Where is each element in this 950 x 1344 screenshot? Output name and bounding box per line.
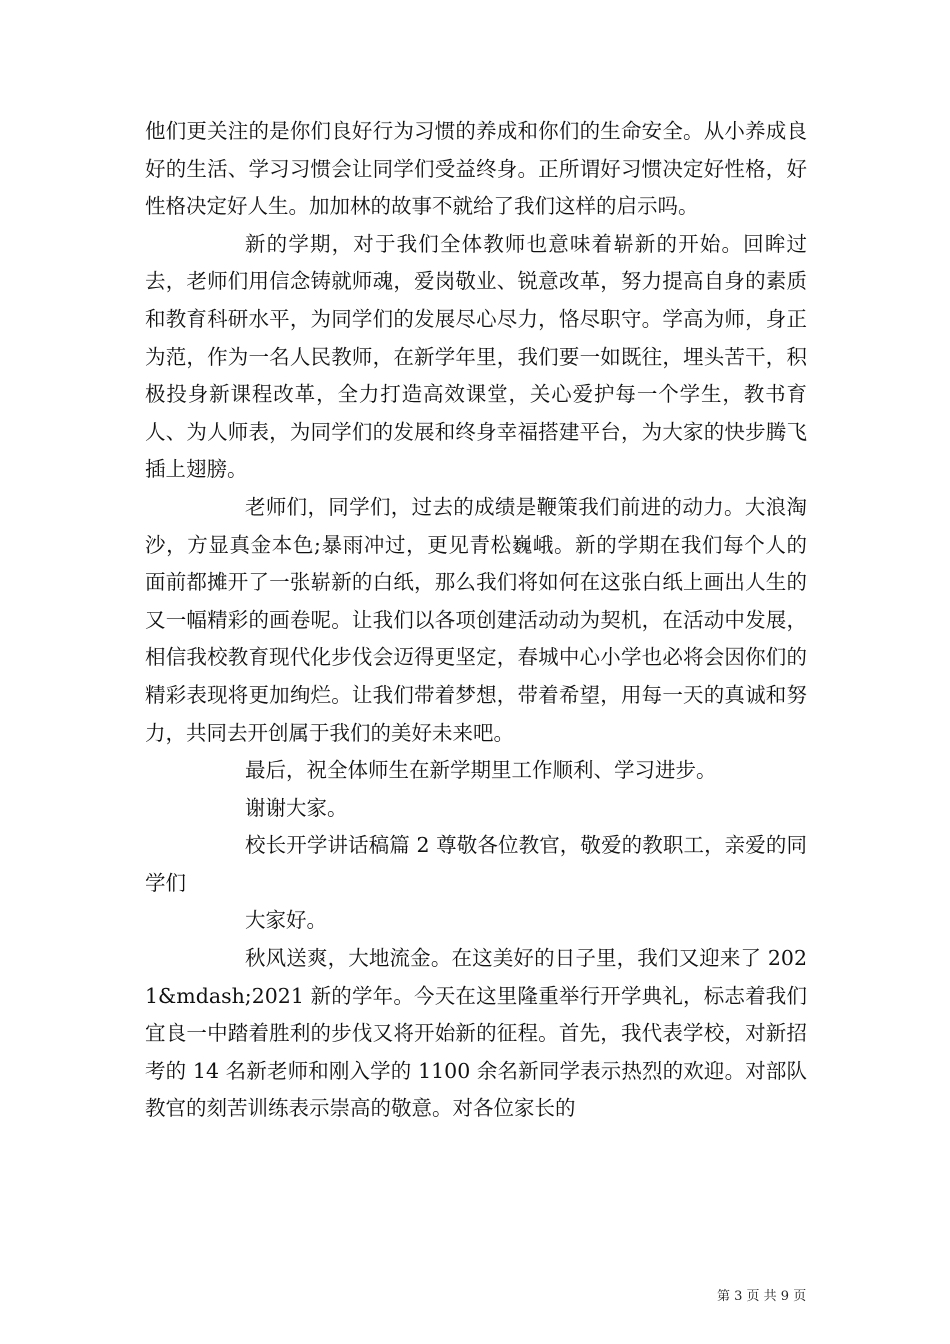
- document-body: [145, 113, 807, 1128]
- paragraph-6: 校长开学讲话稿篇 2 尊敬各位教官，敬爱的教职工，亲爱的同学们: [145, 833, 807, 895]
- paragraph-2: 新的学期，对于我们全体教师也意味着崭新的开始。回眸过去，老师们用信念铸就师魂，爱岗敬业、锐意改革，努力提高自身的素质和教育科研水平，为同学们的发展尽心尽力，恪尽职守。学高为师，身正为范，作为一名人民教师，在新学年里，我们要一如既往，埋头苦干，积极投身新课程改革，全力打造高效课堂，关心爱护每一个学生，教书育人、为人师表，为同学们的发展和终身幸福搭建平台，为大家的快步腾飞插上翅膀。: [145, 231, 807, 482]
- paragraph-8: 秋风送爽，大地流金。在这美好的日子里，我们又迎来了 2021&mdash;2021 新的学年。今天在这里隆重举行开学典礼，标志着我们宜良一中踏着胜利的步伐又将开始新的征程。首先，我代表学校，对新招考的 14 名新老师和刚入学的 1100 余名新同学表示热烈的欢迎。对部队教官的刻苦训练表示崇高的敬意。对各位家长的: [145, 946, 807, 1121]
- paragraph-3: 老师们，同学们，过去的成绩是鞭策我们前进的动力。大浪淘沙，方显真金本色;暴雨冲过，更见青松巍峨。新的学期在我们每个人的面前都摊开了一张崭新的白纸，那么我们将如何在这张白纸上画出人生的又一幅精彩的画卷呢。让我们以各项创建活动动为契机，在活动中发展，相信我校教育现代化步伐会迈得更坚定，春城中心小学也必将会因你们的精彩表现将更加绚烂。让我们带着梦想，带着希望，用每一天的真诚和努力，共同去开创属于我们的美好未来吧。: [145, 494, 807, 745]
- paragraph-1: 他们更关注的是你们良好行为习惯的养成和你们的生命安全。从小养成良好的生活、学习习惯会让同学们受益终身。正所谓好习惯决定好性格，好性格决定好人生。加加林的故事不就给了我们这样的启示吗。: [145, 119, 807, 219]
- paragraph-5: 谢谢大家。: [245, 795, 348, 820]
- page-footer: 第 3 页 共 9 页: [717, 1289, 807, 1304]
- paragraph-4: 最后，祝全体师生在新学期里工作顺利、学习进步。: [245, 758, 717, 783]
- paragraph-7: 大家好。: [245, 908, 327, 933]
